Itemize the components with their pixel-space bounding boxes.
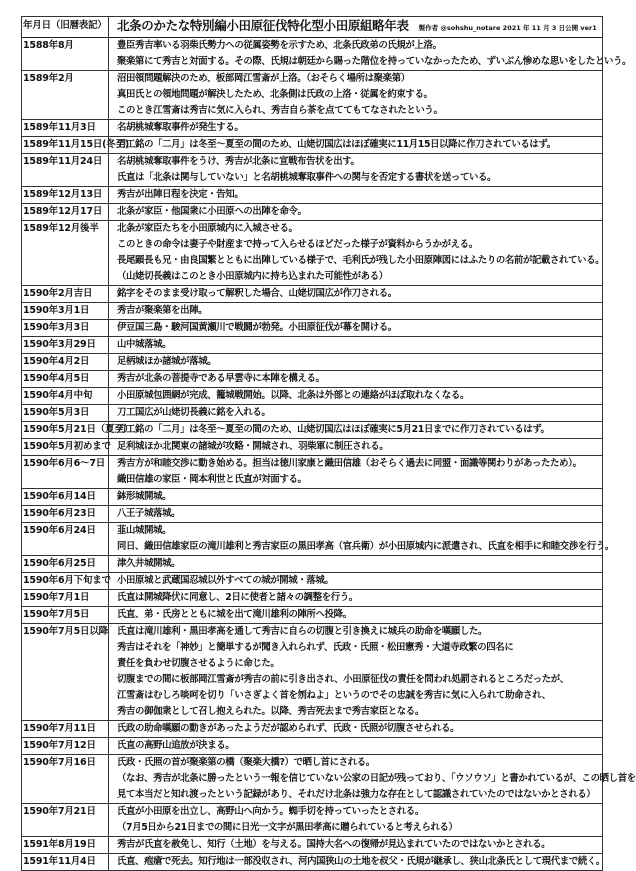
row-date: 1590年6月6～7日 bbox=[22, 456, 109, 489]
row-description bbox=[109, 837, 603, 854]
table-header-row bbox=[22, 17, 603, 38]
row-date: 1590年7月11日 bbox=[22, 721, 109, 738]
description-line: 切腹までの間に板部岡江雪斎が秀吉の前に引き出され、小田原征伐の責任を問われ処罰されるところだったが、 bbox=[117, 674, 569, 685]
row-date: 1589年12月13日 bbox=[22, 187, 109, 204]
row-description bbox=[109, 439, 603, 456]
description-line: 鉢形城開城。 bbox=[117, 491, 172, 502]
description-line: 沼田領問題解決のため、板部岡江雪斎が上洛。（おそらく場所は聚楽第） bbox=[117, 73, 410, 84]
row-description bbox=[109, 388, 603, 405]
row-date: 1590年4月中旬 bbox=[22, 388, 109, 405]
table-row bbox=[22, 590, 603, 607]
row-date: 1589年2月 bbox=[22, 71, 109, 120]
description-line: 津久井城開城。 bbox=[117, 558, 181, 569]
row-date: 1591年8月19日 bbox=[22, 837, 109, 854]
row-description bbox=[109, 221, 603, 286]
description-line: 責任を負わせ切腹させるように命じた。 bbox=[117, 658, 280, 669]
row-description bbox=[109, 286, 603, 303]
row-date: 1590年7月5日 bbox=[22, 607, 109, 624]
row-description bbox=[109, 303, 603, 320]
description-line: 秀吉はそれを「神妙」と簡単するが聞き入れられず、氏政・氏照・松田憲秀・大道寺政繁の四名に bbox=[117, 642, 514, 653]
row-description bbox=[109, 607, 603, 624]
row-description bbox=[109, 854, 603, 871]
row-description bbox=[109, 489, 603, 506]
row-date: 1590年5月3日 bbox=[22, 405, 109, 422]
row-description bbox=[109, 422, 603, 439]
table-row bbox=[22, 854, 603, 871]
author-credit: 製作者 @sohshu_notare 2021 年 11 月 3 日公開 ver1 bbox=[418, 24, 597, 32]
description-line: 氏直が小田原を出立し、高野山へ向かう。蜘手切を持っていったとされる。 bbox=[117, 806, 424, 817]
description-line: 秀吉方が和睦交渉に動き始める。担当は徳川家康と織田信雄（おそらく過去に同盟・面識等関わりがあったため）。 bbox=[117, 458, 582, 469]
description-line: 秀吉の御伽衆として召し抱えられた。以降、秀吉死去まで秀吉家臣となる。 bbox=[117, 706, 424, 717]
row-description bbox=[109, 755, 636, 804]
row-description bbox=[109, 371, 603, 388]
description-line: 織田信雄の家臣・岡本利世と氏直が対面する。 bbox=[117, 474, 307, 485]
row-date: 1590年7月1日 bbox=[22, 590, 109, 607]
row-date: 1590年6月25日 bbox=[22, 556, 109, 573]
description-line: 同日、織田信雄家臣の滝川雄利と秀吉家臣の黒田孝高（官兵衛）が小田原城内に派遣され、氏直を相手に和睦交渉を行う。 bbox=[117, 541, 614, 552]
description-line: 銘字をそのまま受け取って解釈した場合、山姥切国広が作刀される。 bbox=[117, 288, 397, 299]
table-row bbox=[22, 624, 603, 721]
table-row bbox=[22, 804, 603, 837]
row-date: 1590年7月16日 bbox=[22, 755, 109, 804]
description-line: 氏直、疱瘡で死去。知行地は一部没収され、河内国狭山の土地を叔父・氏規が継承し、狭山北条氏として現代まで続く。 bbox=[117, 856, 605, 867]
table-row bbox=[22, 721, 603, 738]
row-description bbox=[109, 71, 603, 120]
description-line: 見て本当だと知れ渡ったという記録があり、それだけ北条は強力な存在として認識されていたのではないかとされる） bbox=[117, 789, 596, 800]
table-row bbox=[22, 556, 603, 573]
row-description bbox=[109, 120, 603, 137]
table-row bbox=[22, 837, 603, 854]
row-description bbox=[109, 38, 632, 71]
table-row bbox=[22, 738, 603, 755]
table-row bbox=[22, 154, 603, 187]
table-row bbox=[22, 221, 603, 286]
row-description bbox=[109, 137, 603, 154]
table-row bbox=[22, 755, 603, 804]
row-date: 1590年7月5日以降 bbox=[22, 624, 109, 721]
row-description bbox=[109, 573, 603, 590]
row-date: 1589年12月後半 bbox=[22, 221, 109, 286]
table-row bbox=[22, 422, 603, 439]
table-row bbox=[22, 405, 603, 422]
table-row bbox=[22, 320, 603, 337]
table-row bbox=[22, 337, 603, 354]
description-line: 豊臣秀吉率いる羽柴氏勢力への従属姿勢を示すため、北条氏政弟の氏規が上洛。 bbox=[117, 40, 442, 51]
row-description bbox=[109, 721, 603, 738]
description-line: 氏直、弟・氏房とともに城を出て滝川雄利の陣所へ投降。 bbox=[117, 609, 352, 620]
table-row bbox=[22, 204, 603, 221]
row-description bbox=[109, 590, 603, 607]
row-date: 1589年11月3日 bbox=[22, 120, 109, 137]
description-line: 氏政の助命嘆願の動きがあったようだが認められず、氏政・氏照が切腹させられる。 bbox=[117, 723, 460, 734]
row-description bbox=[109, 204, 603, 221]
row-date: 1590年4月5日 bbox=[22, 371, 109, 388]
row-description bbox=[109, 456, 603, 489]
row-date: 1590年6月下旬まで bbox=[22, 573, 109, 590]
row-description bbox=[109, 337, 603, 354]
row-date: 1590年3月29日 bbox=[22, 337, 109, 354]
description-line: 名胡桃城奪取事件をうけ、秀吉が北条に宣戦布告状を出す。 bbox=[117, 156, 360, 167]
row-description bbox=[109, 320, 603, 337]
table-row bbox=[22, 388, 603, 405]
row-date: 1589年11月15日(冬至) bbox=[22, 137, 109, 154]
table-row bbox=[22, 456, 603, 489]
row-date: 1591年11月4日 bbox=[22, 854, 109, 871]
row-date: 1590年2月吉日 bbox=[22, 286, 109, 303]
description-line: 山中城落城。 bbox=[117, 339, 172, 350]
description-line: 八王子城落城。 bbox=[117, 508, 181, 519]
description-line: 小田原城包囲網が完成、籠城戦開始。以降、北条は外部との連絡がほぼ取れなくなる。 bbox=[117, 390, 469, 401]
description-line: 刀工銘の「二月」は冬至～夏至の間のため、山姥切国広はほぼ確実に5月21日までに作刀されているはず。 bbox=[117, 424, 550, 435]
description-line: 北条が家臣・他国衆に小田原への出陣を命令。 bbox=[117, 206, 307, 217]
table-row bbox=[22, 439, 603, 456]
date-column-header: 年月日（旧暦表記） bbox=[22, 17, 109, 38]
row-description bbox=[109, 738, 603, 755]
table-row bbox=[22, 371, 603, 388]
row-description bbox=[109, 804, 603, 837]
description-line: 真田氏との領地問題が解決したため、北条側は氏政の上洛・従属を約束する。 bbox=[117, 89, 433, 100]
description-line: 氏政・氏照の首が聚楽第の橋（聚楽大橋?）で晒し首にされる。 bbox=[117, 757, 375, 768]
row-date: 1590年5月初めまで bbox=[22, 439, 109, 456]
table-row bbox=[22, 523, 603, 556]
description-line: 韮山城開城。 bbox=[117, 525, 172, 536]
table-row bbox=[22, 354, 603, 371]
row-date: 1590年7月21日 bbox=[22, 804, 109, 837]
description-line: 氏直は滝川雄利・黒田孝高を通して秀吉に自らの切腹と引き換えに城兵の助命を嘆願した。 bbox=[117, 626, 488, 637]
description-line: 足利城ほか北関東の諸城が攻略・開城され、羽柴軍に制圧される。 bbox=[117, 441, 389, 452]
row-date: 1590年7月12日 bbox=[22, 738, 109, 755]
table-row bbox=[22, 303, 603, 320]
table-row bbox=[22, 187, 603, 204]
description-line: 江雪斎はむしろ啖呵を切り「いさぎよく首を刎ねよ」というのでその忠誠を秀吉に気に入られて助命され、 bbox=[117, 690, 551, 701]
description-line: 氏直は開城降伏に同意し、2日に使者と諸々の調整を行う。 bbox=[117, 592, 358, 603]
row-description bbox=[109, 187, 603, 204]
description-line: 刀工銘の「二月」は冬至～夏至の間のため、山姥切国広はほぼ確実に11月15日以降に作刀されているはず。 bbox=[117, 139, 556, 150]
description-line: 氏直は「北条は関与していない」と名胡桃城奪取事件への関与を否定する書状を送っている。 bbox=[117, 172, 497, 183]
description-line: 伊豆国三島・駿河国黄瀬川で戦闘が勃発。小田原征伐が幕を開ける。 bbox=[117, 322, 397, 333]
row-date: 1590年3月1日 bbox=[22, 303, 109, 320]
row-date: 1590年3月3日 bbox=[22, 320, 109, 337]
row-date: 1589年11月24日 bbox=[22, 154, 109, 187]
description-line: （なお、秀吉が北条に勝ったという一報を信じていない公家の日記が残っており、「ウソウソ」と書かれているが、この晒し首を bbox=[117, 773, 636, 784]
description-line: このとき江雪斎は秀吉に気に入られ、秀吉自ら茶を点ててもてなされたという。 bbox=[117, 105, 443, 116]
description-line: 聚楽第にて秀吉と対面する。その際、氏規は朝廷から賜った階位を持っていなかったため、ずいぶん惨めな思いをしたという。 bbox=[117, 56, 632, 67]
description-line: 小田原城と武蔵国忍城以外すべての城が開城・落城。 bbox=[117, 575, 334, 586]
row-description bbox=[109, 154, 603, 187]
description-line: 刀工国広が山姥切長義に銘を入れる。 bbox=[117, 407, 271, 418]
table-row bbox=[22, 286, 603, 303]
table-row bbox=[22, 38, 603, 71]
row-date: 1590年4月2日 bbox=[22, 354, 109, 371]
description-line: 長尾顕長も兄・由良国繁とともに出陣している様子で、毛利氏が残した小田原陣図にはふたりの名前が記載されている。 bbox=[117, 255, 605, 266]
chronology-table bbox=[21, 16, 636, 871]
row-description bbox=[109, 354, 603, 371]
description-line: 秀吉が出陣日程を決定・告知。 bbox=[117, 189, 244, 200]
title-cell bbox=[109, 17, 603, 38]
row-date: 1590年6月23日 bbox=[22, 506, 109, 523]
table-row bbox=[22, 71, 603, 120]
description-line: 名胡桃城奪取事件が発生する。 bbox=[117, 122, 244, 133]
row-date: 1590年6月14日 bbox=[22, 489, 109, 506]
table-row bbox=[22, 137, 603, 154]
row-description bbox=[109, 523, 614, 556]
chronology-table-body bbox=[22, 17, 636, 871]
row-date: 1588年8月 bbox=[22, 38, 109, 71]
description-line: 秀吉が聚楽第を出陣。 bbox=[117, 305, 208, 316]
description-line: このときの命令は妻子や財産まで持って入らせるほどだった様子が資料からうかがえる。 bbox=[117, 239, 478, 250]
row-description bbox=[109, 405, 603, 422]
row-date: 1590年6月24日 bbox=[22, 523, 109, 556]
table-row bbox=[22, 607, 603, 624]
description-line: （山姥切長義はこのとき小田原城内に持ち込まれた可能性がある） bbox=[117, 271, 388, 282]
table-row bbox=[22, 120, 603, 137]
description-line: 足柄城ほか諸城が落城。 bbox=[117, 356, 217, 367]
description-line: 秀吉が北条の菩提寺である早雲寺に本陣を構える。 bbox=[117, 373, 325, 384]
table-row bbox=[22, 489, 603, 506]
document-title: 北条のかたな特別編小田原征伐特化型小田原組略年表 bbox=[117, 18, 409, 33]
description-line: 秀吉が氏直を赦免し、知行（土地）を与える。国持大名への復帰が見込まれていたのではないかとされる。 bbox=[117, 839, 551, 850]
row-description bbox=[109, 506, 603, 523]
table-row bbox=[22, 506, 603, 523]
row-description bbox=[109, 556, 603, 573]
row-description bbox=[109, 624, 603, 721]
description-line: 氏直の高野山追放が決まる。 bbox=[117, 740, 235, 751]
table-row bbox=[22, 573, 603, 590]
description-line: 北条が家臣たちを小田原城内に入城させる。 bbox=[117, 223, 298, 234]
description-line: （7月5日から21日までの間に日光一文字が黒田孝高に贈られていると考えられる） bbox=[117, 822, 458, 833]
row-date: 1590年5月21日（夏至） bbox=[22, 422, 109, 439]
row-date: 1589年12月17日 bbox=[22, 204, 109, 221]
